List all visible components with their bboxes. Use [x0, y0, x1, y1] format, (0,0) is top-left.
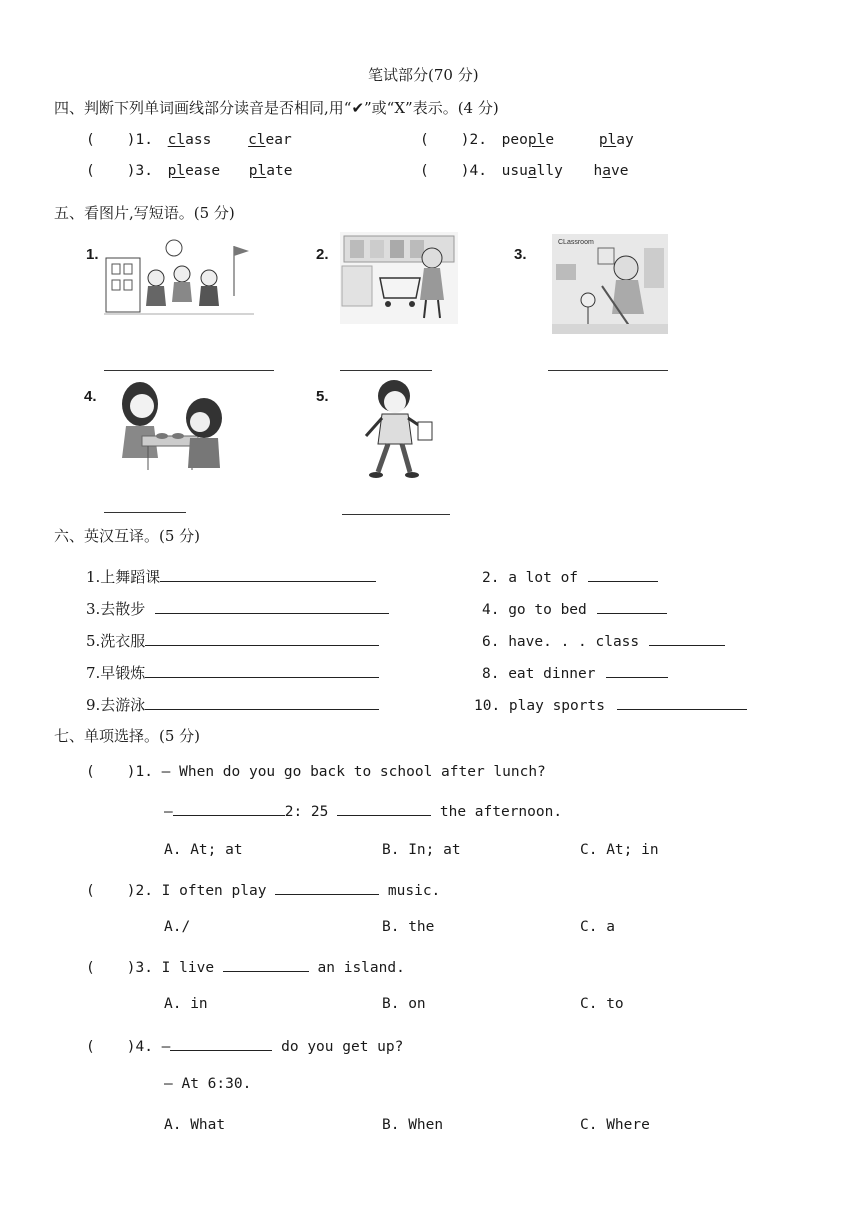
- q4-option-c[interactable]: C. Where: [580, 1117, 650, 1133]
- q4-stem: ( )4. — do you get up?: [86, 1036, 403, 1055]
- section-5-header: 五、看图片,写短语。(5 分): [54, 204, 235, 222]
- q1-stem: ( )1. — When do you go back to school after lunch?: [86, 764, 546, 780]
- s4-item-3: ( )3. please plate: [86, 163, 293, 179]
- picture-number-4: 4.: [84, 388, 97, 405]
- svg-text:CLassroom: CLassroom: [558, 239, 594, 246]
- answer-blank[interactable]: [160, 567, 376, 582]
- page-title: 笔试部分(70 分): [368, 66, 479, 84]
- paren: (: [86, 132, 95, 148]
- picture-eating-image: [112, 378, 232, 474]
- answer-blank[interactable]: [170, 1036, 272, 1051]
- picture-number-5: 5.: [316, 388, 329, 405]
- translation-prompt: 8. eat dinner: [482, 666, 596, 682]
- picture-number-1: 1.: [86, 246, 99, 263]
- q2-option-c[interactable]: C. a: [580, 919, 615, 935]
- q3-option-a[interactable]: A. in: [164, 996, 208, 1012]
- q3-stem: ( )3. I live an island.: [86, 957, 405, 976]
- answer-blank[interactable]: [145, 631, 379, 646]
- answer-blank[interactable]: [145, 695, 379, 710]
- answer-line-4[interactable]: [104, 512, 186, 513]
- item-num: 1.: [135, 132, 153, 148]
- picture-number-2: 2.: [316, 246, 329, 263]
- q1-option-b[interactable]: B. In; at: [382, 842, 461, 858]
- s4-item-4: ( )4. usually have: [420, 163, 629, 179]
- answer-blank[interactable]: [588, 567, 658, 582]
- s6-left-5: [86, 630, 379, 651]
- picture-cleaning-room-image: [552, 234, 668, 334]
- question-text: — When do you go back to school after lunch?: [161, 764, 546, 780]
- picture-number-3: 3.: [514, 246, 527, 263]
- s6-left-1: [86, 566, 376, 587]
- translation-prompt: 3.去散步: [86, 600, 146, 618]
- section-6-header: 六、英汉互译。(5 分): [54, 527, 201, 545]
- translation-prompt: 9.去游泳: [86, 696, 146, 714]
- picture-boy-walking-image: [360, 378, 436, 484]
- section-4-header: 四、判断下列单词画线部分读音是否相同,用“✔”或“X”表示。(4 分): [54, 99, 499, 117]
- s6-left-7: [86, 662, 379, 683]
- answer-blank[interactable]: [617, 695, 747, 710]
- answer-blank[interactable]: [597, 599, 667, 614]
- translation-prompt: 2. a lot of: [482, 570, 579, 586]
- q1-option-a[interactable]: A. At; at: [164, 842, 243, 858]
- q2-stem: ( )2. I often play music.: [86, 880, 440, 899]
- q4-answer-text: — At 6:30.: [164, 1076, 252, 1092]
- answer-blank[interactable]: [606, 663, 668, 678]
- answer-line-5[interactable]: [342, 514, 450, 515]
- q2-option-b[interactable]: B. the: [382, 919, 435, 935]
- answer-blank[interactable]: [337, 801, 431, 816]
- answer-blank[interactable]: [275, 880, 379, 895]
- s6-left-3: [86, 598, 389, 619]
- translation-prompt: 1.上舞蹈课: [86, 568, 161, 586]
- q1-answer-line: — 2: 25 the afternoon.: [164, 801, 562, 820]
- answer-blank[interactable]: [155, 599, 389, 614]
- q3-option-c[interactable]: C. to: [580, 996, 624, 1012]
- s6-left-9: [86, 694, 379, 715]
- answer-line-1[interactable]: [104, 370, 274, 371]
- translation-prompt: 10. play sports: [474, 698, 605, 714]
- translation-prompt: 6. have. . . class: [482, 634, 640, 650]
- q4-option-b[interactable]: B. When: [382, 1117, 444, 1133]
- q1-option-c[interactable]: C. At; in: [580, 842, 659, 858]
- translation-prompt: 4. go to bed: [482, 602, 587, 618]
- answer-blank[interactable]: [223, 957, 309, 972]
- q4-option-a[interactable]: A. What: [164, 1117, 226, 1133]
- picture-shopping-image: [340, 232, 458, 324]
- translation-prompt: 7.早锻炼: [86, 664, 146, 682]
- translation-prompt: 5.洗衣服: [86, 632, 146, 650]
- answer-line-3[interactable]: [548, 370, 668, 371]
- section-7-header: 七、单项选择。(5 分): [54, 727, 201, 745]
- s4-item-2: ( )2. people play: [420, 132, 634, 148]
- q2-option-a[interactable]: A./: [164, 919, 191, 935]
- s6-right-2: [482, 567, 658, 586]
- answer-blank[interactable]: [145, 663, 379, 678]
- s6-right-10: [474, 695, 747, 714]
- answer-blank[interactable]: [649, 631, 725, 646]
- s6-right-6: [482, 631, 725, 650]
- s6-right-4: [482, 599, 667, 618]
- q3-option-b[interactable]: B. on: [382, 996, 426, 1012]
- answer-line-2[interactable]: [340, 370, 432, 371]
- picture-kids-school-image: [104, 236, 254, 318]
- s4-item-1: ( )1. class clear: [86, 132, 292, 148]
- s6-right-8: [482, 663, 668, 682]
- answer-blank[interactable]: [173, 801, 285, 816]
